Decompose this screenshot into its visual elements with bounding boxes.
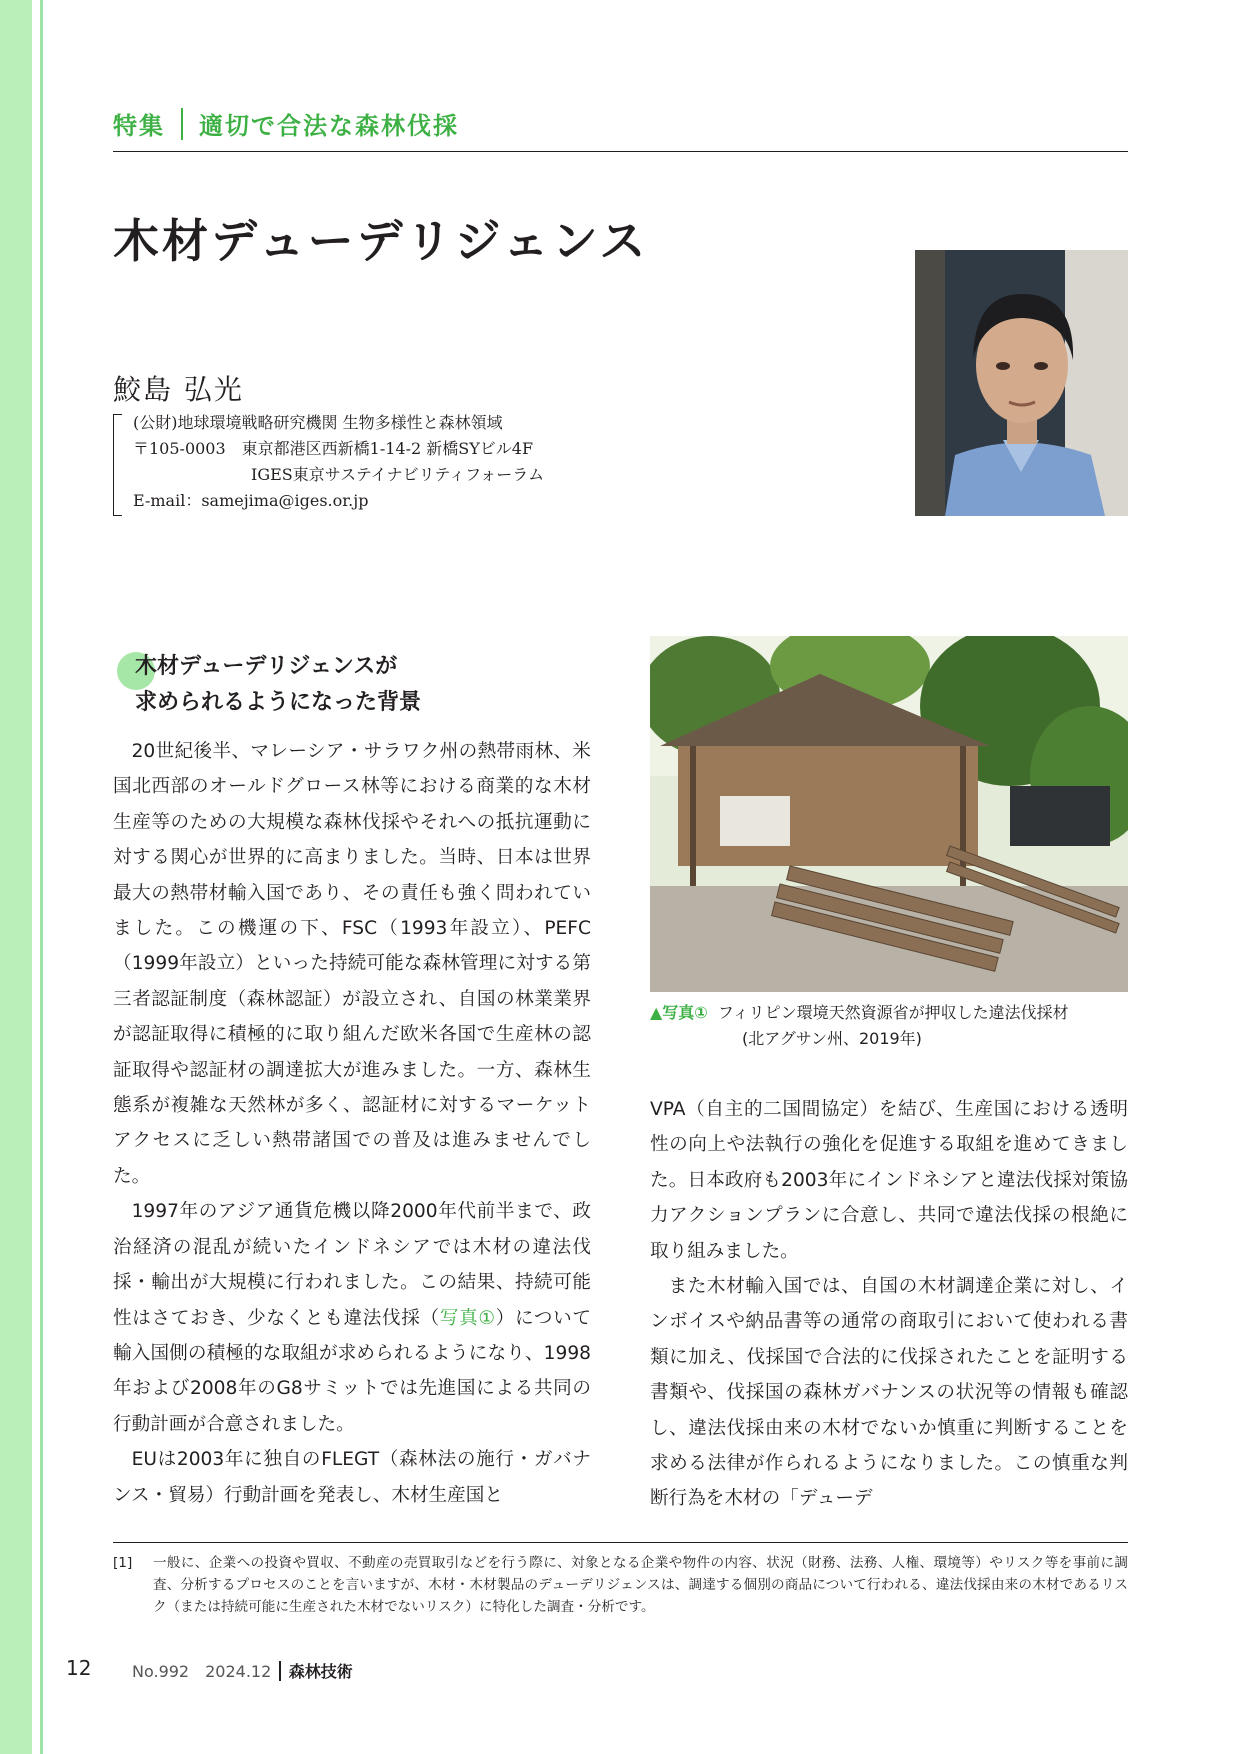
body-column-right <box>650 1092 1128 1517</box>
body-paragraph: 20世紀後半、マレーシア・サラワク州の熱帯雨林、米国北西部のオールドグロース林等における商業的な木材生産等のための大規模な森林伐採やそれへの抵抗運動に対する関心が世界的に高まりました。当時、日本は世界最大の熱帯材輸入国であり、その責任も強く問われていました。この機運の下、FSC（1993年設立）、PEFC（1999年設立）といった持続可能な森林管理に対する第三者認証制度（森林認証）が設立され、自国の林業業界が認証取得に積極的に取り組んだ欧米各国で生産林の認証取得や認証材の調達拡大が進みました。一方、森林生態系が複雑な天然林が多く、認証材に対するマーケットアクセスに乏しい熱帯諸国での普及は進みませんでした。 <box>113 741 591 1187</box>
page-number: 12 <box>66 1656 92 1680</box>
magazine-name: 森林技術 <box>288 1662 353 1681</box>
edge-line <box>40 0 43 1754</box>
photo-seized-timber <box>650 636 1128 992</box>
body-column-left <box>113 734 591 1513</box>
heading-line-2: 求められるようになった背景 <box>135 689 422 715</box>
caption-text: フィリピン環境天然資源省が押収した違法伐採材 <box>717 1003 1069 1022</box>
article-title: 木材デューデリジェンス <box>113 214 649 268</box>
affiliation-address: 〒105-0003 東京都港区西新橋1-14-2 新橋SYビル4F <box>133 439 534 458</box>
kicker-label: 特集 <box>113 112 165 140</box>
body-text: 1997年のアジア通貨危機以降2000年代前半まで、政治経済の混乱が続いたインドネシアでは木材の違法伐採・輸出が大規模に行われました。この結果、持続可能性はさておき、少なくとも違法伐採（ <box>113 1201 591 1329</box>
header-rule <box>113 151 1128 152</box>
issue-info <box>132 1659 353 1682</box>
photo-caption <box>650 1000 1128 1052</box>
heading-line-1: 木材デューデリジェンスが <box>135 653 398 679</box>
caption-location: (北アグサン州、2019年) <box>742 1029 922 1048</box>
footnote-rule <box>113 1542 1128 1543</box>
issue-number-date: No.992 2024.12 <box>132 1662 272 1681</box>
affiliation-email: E-mail：samejima@iges.or.jp <box>133 491 369 510</box>
feature-kicker <box>113 106 459 141</box>
body-text: ）について輸入国側の積極的な取組が求められるようになり、1998年および2008年のG8サミットでは先進国による共同の行動計画が合意されました。 <box>113 1307 591 1435</box>
body-paragraph: VPA（自主的二国間協定）を結び、生産国における透明性の向上や法執行の強化を促進する取組を進めてきました。日本政府も2003年にインドネシアと違法伐採対策協力アクションプランに合意し、共同で違法伐採の根絶に取り組みました。 <box>650 1099 1128 1262</box>
photo-reference-link[interactable]: 写真① <box>439 1307 496 1329</box>
footnote <box>113 1552 1128 1618</box>
body-paragraph: EUは2003年に独自のFLEGT（森林法の施行・ガバナンス・貿易）行動計画を発表し、木材生産国と <box>113 1449 591 1506</box>
author-portrait <box>915 250 1128 516</box>
footnote-mark: [1] <box>113 1555 133 1571</box>
author-affiliation <box>113 414 633 518</box>
affiliation-address-building: IGES東京サステイナビリティフォーラム <box>251 465 545 484</box>
section-heading <box>117 648 422 720</box>
affiliation-org: (公財)地球環境戦略研究機関 生物多様性と森林領域 <box>133 413 503 432</box>
author-name: 鮫島 弘光 <box>113 373 244 406</box>
kicker-separator <box>181 108 183 140</box>
body-paragraph <box>113 1194 591 1442</box>
body-paragraph: また木材輸入国では、自国の木材調達企業に対し、インボイスや納品書等の通常の商取引において使われる書類に加え、伐採国で合法的に伐採されたことを証明する書類や、伐採国の森林ガバナンスの状況等の情報も確認し、違法伐採由来の木材でないか慎重に判断することを求める法律が作られるようになりました。この慎重な判断行為を木材の「デューデ <box>650 1276 1128 1510</box>
issue-separator <box>279 1661 281 1681</box>
caption-label: ▲写真① <box>650 1003 708 1022</box>
footnote-text: 一般に、企業への投資や買収、不動産の売買取引などを行う際に、対象となる企業や物件の内容、状況（財務、法務、人権、環境等）やリスク等を事前に調査、分析するプロセスのことを言いますが、木材・木材製品のデューデリジェンスは、調達する個別の商品について行われる、違法伐採由来の木材であるリスク（または持続可能に生産された木材でないリスク）に特化した調査・分析です。 <box>153 1555 1128 1615</box>
kicker-topic: 適切で合法な森林伐採 <box>199 112 459 140</box>
edge-stripe <box>0 0 32 1754</box>
affiliation-bracket <box>113 414 122 516</box>
